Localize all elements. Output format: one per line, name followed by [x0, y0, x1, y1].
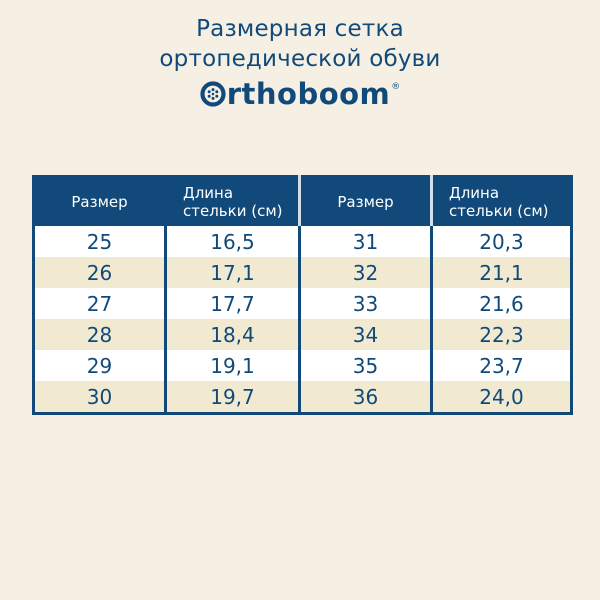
insole-length-cell: 17,1: [166, 257, 300, 288]
size-cell: 36: [300, 381, 432, 414]
table-row: [34, 257, 572, 288]
insole-length-cell: 21,1: [432, 257, 572, 288]
table-row: [34, 288, 572, 319]
size-cell: 33: [300, 288, 432, 319]
size-cell: 32: [300, 257, 432, 288]
insole-length-cell: 20,3: [432, 226, 572, 257]
header-size-1: Размер: [34, 177, 166, 227]
insole-length-cell: 24,0: [432, 381, 572, 414]
insole-length-cell: 16,5: [166, 226, 300, 257]
registered-mark: ®: [391, 82, 401, 92]
header-size-2: Размер: [300, 177, 432, 227]
insole-length-cell: 19,1: [166, 350, 300, 381]
header-insole-length-1: [166, 177, 300, 227]
insole-length-cell: 21,6: [432, 288, 572, 319]
table-row: [34, 381, 572, 414]
orthoboom-logo-icon: [200, 81, 226, 107]
size-cell: 35: [300, 350, 432, 381]
size-cell: 28: [34, 319, 166, 350]
insole-length-cell: 19,7: [166, 381, 300, 414]
brand-logo: [0, 78, 600, 110]
size-chart-table: [32, 175, 573, 415]
table-row: [34, 319, 572, 350]
insole-length-cell: 18,4: [166, 319, 300, 350]
header-insole-length-2: [432, 177, 572, 227]
header-length-line1: Длина: [449, 184, 500, 202]
header-length-line2: стельки (см): [449, 202, 549, 220]
header-length-line2: стельки (см): [183, 202, 283, 220]
header: [0, 0, 600, 110]
insole-length-cell: 22,3: [432, 319, 572, 350]
size-cell: 31: [300, 226, 432, 257]
size-cell: 29: [34, 350, 166, 381]
table-header-row: [34, 177, 572, 227]
size-cell: 26: [34, 257, 166, 288]
header-length-line1: Длина: [183, 184, 234, 202]
size-cell: 30: [34, 381, 166, 414]
table-row: [34, 226, 572, 257]
brand-name: rthoboom: [226, 77, 391, 111]
insole-length-cell: 17,7: [166, 288, 300, 319]
title-line-1: Размерная сетка: [196, 16, 404, 42]
title-line-2: ортопедической обуви: [159, 46, 441, 72]
size-cell: 34: [300, 319, 432, 350]
size-cell: 27: [34, 288, 166, 319]
insole-length-cell: 23,7: [432, 350, 572, 381]
size-cell: 25: [34, 226, 166, 257]
table-row: [34, 350, 572, 381]
table-body: [34, 226, 572, 414]
